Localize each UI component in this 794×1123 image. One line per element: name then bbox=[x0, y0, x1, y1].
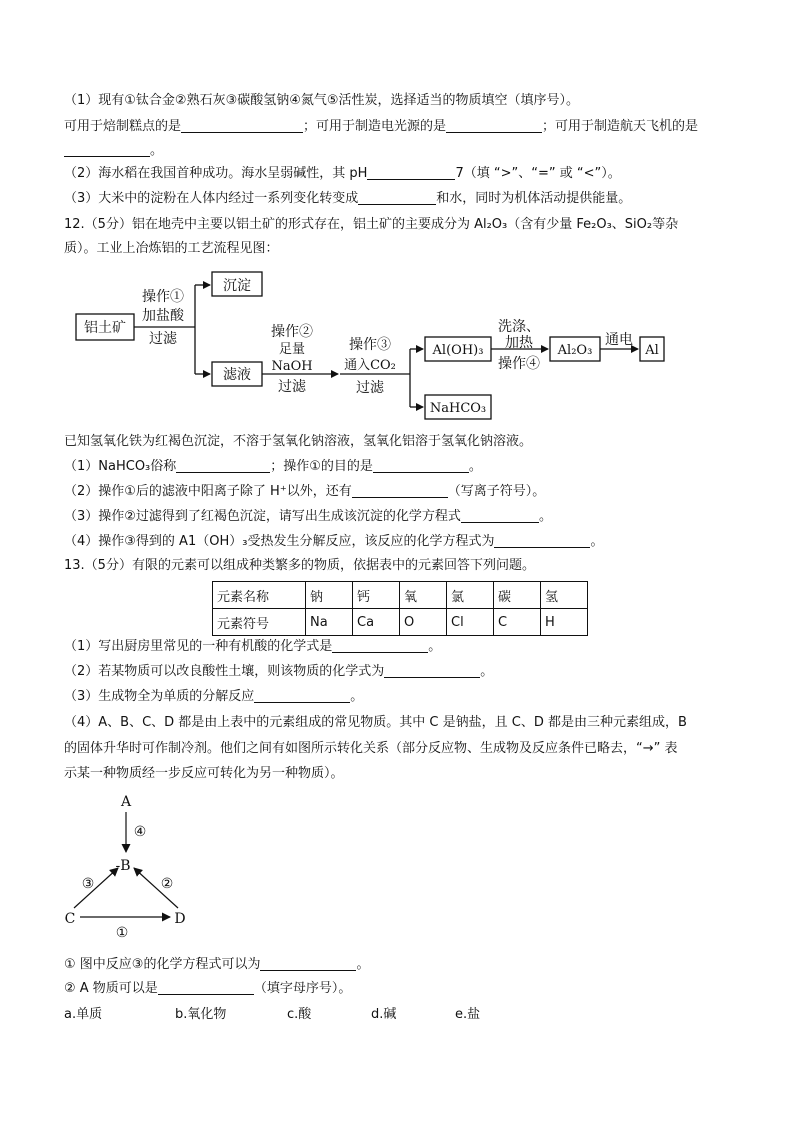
op2-label-1: 操作② bbox=[271, 324, 313, 340]
op4-label-2: 加热 bbox=[505, 335, 533, 351]
q11-part3-text-b: 和水，同时为机体活动提供能量。 bbox=[436, 191, 632, 206]
aloh3-box bbox=[425, 337, 491, 361]
table-cell: 氯 bbox=[447, 582, 494, 609]
op2-label-2: 足量 bbox=[278, 342, 306, 357]
table-cell: 钙 bbox=[353, 582, 400, 609]
q11-part2-text-b: 7（填 “>”、“=” 或 “<”）。 bbox=[455, 166, 621, 181]
q11-blank-light-source[interactable] bbox=[446, 118, 542, 133]
table-cell: Na bbox=[306, 609, 353, 636]
arrow-d-to-b bbox=[134, 868, 178, 908]
aloh3-label: Al(OH)₃ bbox=[432, 343, 484, 358]
q13-blank-organic-acid[interactable] bbox=[332, 638, 428, 653]
table-cell: 元素符号 bbox=[213, 609, 306, 636]
reaction-2-label: ② bbox=[160, 876, 174, 892]
q12-part3-text-b: 。 bbox=[538, 509, 552, 524]
element-name-row bbox=[213, 582, 588, 609]
q11-part1-line3 bbox=[64, 142, 163, 160]
q13-sub2-text-b: （填字母序号）。 bbox=[253, 981, 352, 996]
q11-part2-text-a: （2）海水稻在我国首种成功。海水呈弱碱性，其 pH bbox=[64, 166, 368, 181]
q13-sub1 bbox=[64, 956, 369, 974]
q11-part1-blanks-line bbox=[64, 118, 698, 136]
op1-label-1: 操作① bbox=[142, 289, 184, 305]
option-e: e.盐 bbox=[455, 1007, 481, 1022]
arrow-c-to-b bbox=[74, 868, 118, 908]
q12-part3 bbox=[64, 508, 552, 526]
q11-blank-starch[interactable] bbox=[358, 190, 436, 205]
q13-intro: 13.（5分）有限的元素可以组成种类繁多的物质，依据表中的元素回答下列问题。 bbox=[64, 558, 535, 573]
node-a: A bbox=[120, 794, 132, 810]
q11-blank-spacecraft[interactable] bbox=[64, 142, 150, 157]
q13-sub2 bbox=[64, 980, 351, 998]
q13-part1-text-a: （1）写出厨房里常见的一种有机酸的化学式是 bbox=[64, 639, 333, 654]
table-cell: 钠 bbox=[306, 582, 353, 609]
op3-label-1: 操作③ bbox=[349, 337, 391, 353]
op3-label-3: 过滤 bbox=[356, 380, 384, 396]
q13-part3-text-b: 。 bbox=[350, 689, 364, 704]
q12-part2 bbox=[64, 483, 545, 501]
q11-part2 bbox=[64, 165, 621, 183]
q13-part2 bbox=[64, 663, 493, 681]
table-cell: C bbox=[494, 609, 541, 636]
table-cell: 碳 bbox=[494, 582, 541, 609]
option-a: a.单质 bbox=[64, 1007, 103, 1022]
q13-sub2-text-a: ② A 物质可以是 bbox=[64, 981, 158, 996]
q11-part1-text-b: ；可用于制造电光源的是 bbox=[303, 119, 447, 134]
q11-part3-text-a: （3）大米中的淀粉在人体内经过一系列变化转变成 bbox=[64, 191, 359, 206]
ore-label: 铝土矿 bbox=[84, 320, 126, 336]
al2o3-label: Al₂O₃ bbox=[557, 343, 593, 358]
q12-blank-cations[interactable] bbox=[352, 483, 448, 498]
al2o3-box bbox=[550, 337, 600, 361]
table-cell: Ca bbox=[353, 609, 400, 636]
q11-blank-baking[interactable] bbox=[181, 118, 303, 133]
q12-blank-op1-purpose[interactable] bbox=[373, 458, 469, 473]
q12-blank-common-name[interactable] bbox=[176, 458, 270, 473]
table-cell: Cl bbox=[447, 609, 494, 636]
element-table bbox=[212, 581, 588, 636]
op3-label-2: 通入CO₂ bbox=[344, 358, 396, 373]
option-c: c.酸 bbox=[287, 1007, 312, 1022]
q12-part4 bbox=[64, 533, 603, 551]
precipitate-box bbox=[212, 272, 262, 296]
element-symbol-row bbox=[213, 609, 588, 636]
q12-blank-equation-precipitate[interactable] bbox=[461, 508, 539, 523]
q13-part4-line2: 的固体升华时可作制冷剂。他们之间有如图所示转化关系（部分反应物、生成物及反应条件已略去，“→” 表 bbox=[64, 741, 678, 756]
table-cell: 元素名称 bbox=[213, 582, 306, 609]
q11-part1-text-a: 可用于焙制糕点的是 bbox=[64, 119, 182, 134]
option-b: b.氧化物 bbox=[175, 1007, 227, 1022]
q12-part1-text-c: 。 bbox=[468, 459, 482, 474]
q11-part1-text-c: ；可用于制造航天飞机的是 bbox=[542, 119, 699, 134]
q13-part4-line3: 示某一种物质经一步反应可转化为另一种物质）。 bbox=[64, 766, 344, 781]
q13-blank-decomposition[interactable] bbox=[254, 688, 350, 703]
table-cell: O bbox=[400, 609, 447, 636]
nahco3-label: NaHCO₃ bbox=[429, 401, 487, 416]
q12-part4-text-a: （4）操作③得到的 A1（OH）₃受热发生分解反应，该反应的化学方程式为 bbox=[64, 534, 495, 549]
q13-part1-text-b: 。 bbox=[428, 639, 442, 654]
q11-part3 bbox=[64, 190, 631, 208]
reaction-3-label: ③ bbox=[81, 876, 95, 892]
q12-intro-line2: 质）。工业上冶炼铝的工艺流程见图： bbox=[64, 241, 279, 256]
filtrate-label: 滤液 bbox=[223, 367, 251, 383]
q13-part4-line1: （4）A、B、C、D 都是由上表中的元素组成的常见物质。其中 C 是钠盐，且 C、D 都是由三种元素组成，B bbox=[64, 715, 687, 730]
table-cell: H bbox=[541, 609, 588, 636]
al-label: Al bbox=[645, 343, 659, 358]
table-cell: 氢 bbox=[541, 582, 588, 609]
node-c: C bbox=[64, 911, 76, 927]
q12-part1-text-b: ；操作①的目的是 bbox=[270, 459, 373, 474]
q13-sub1-text-a: ① 图中反应③的化学方程式可以为 bbox=[64, 957, 261, 972]
q13-part2-text-b: 。 bbox=[480, 664, 494, 679]
q12-blank-equation-decompose[interactable] bbox=[494, 533, 590, 548]
reaction-1-label: ① bbox=[115, 925, 129, 941]
q13-part1 bbox=[64, 638, 441, 656]
q12-part1 bbox=[64, 458, 482, 476]
q12-part2-text-a: （2）操作①后的滤液中阳离子除了 H⁺以外，还有 bbox=[64, 484, 352, 499]
op4-label-1: 洗涤、 bbox=[498, 319, 540, 335]
electrolysis-label: 通电 bbox=[605, 332, 633, 348]
q13-blank-substance-a[interactable] bbox=[158, 980, 254, 995]
op2-label-4: 过滤 bbox=[278, 379, 306, 395]
nahco3-box bbox=[425, 395, 491, 419]
op4-label-3: 操作④ bbox=[498, 356, 540, 372]
filtrate-box bbox=[212, 362, 262, 386]
ore-box bbox=[76, 314, 134, 340]
q12-known-info: 已知氢氧化铁为红褐色沉淀，不溶于氢氧化钠溶液，氢氧化铝溶于氢氧化钠溶液。 bbox=[64, 434, 533, 449]
op1-label-3: 过滤 bbox=[149, 331, 177, 347]
q11-blank-ph[interactable] bbox=[367, 165, 455, 180]
q13-blank-reaction3-equation[interactable] bbox=[260, 956, 356, 971]
q13-part3-text-a: （3）生成物全为单质的分解反应 bbox=[64, 689, 255, 704]
q12-part2-text-b: （写离子符号）。 bbox=[447, 484, 546, 499]
q12-part1-text-a: （1）NaHCO₃俗称 bbox=[64, 459, 177, 474]
node-b: -B bbox=[115, 858, 131, 874]
option-d: d.碱 bbox=[371, 1007, 397, 1022]
q12-part4-text-b: 。 bbox=[590, 534, 604, 549]
al-box bbox=[640, 337, 664, 361]
table-cell: 氧 bbox=[400, 582, 447, 609]
q13-part2-text-a: （2）若某物质可以改良酸性土壤，则该物质的化学式为 bbox=[64, 664, 385, 679]
op2-label-3: NaOH bbox=[271, 359, 313, 374]
q13-part3 bbox=[64, 688, 363, 706]
q12-intro-line1: 12.（5分）铝在地壳中主要以铝土矿的形式存在，铝土矿的主要成分为 Al₂O₃（含有少量 Fe₂O₃、SiO₂等杂 bbox=[64, 217, 679, 232]
node-d: D bbox=[174, 911, 186, 927]
q13-blank-soil-improver[interactable] bbox=[384, 663, 480, 678]
q11-part1-end: 。 bbox=[150, 143, 164, 158]
q12-part3-text-a: （3）操作②过滤得到了红褐色沉淀，请写出生成该沉淀的化学方程式 bbox=[64, 509, 461, 524]
op1-label-2: 加盐酸 bbox=[142, 308, 184, 324]
reaction-4-label: ④ bbox=[133, 824, 147, 840]
precipitate-label: 沉淀 bbox=[223, 278, 251, 294]
q11-part1-prompt: （1）现有①钛合金②熟石灰③碳酸氢钠④氮气⑤活性炭，选择适当的物质填空（填序号）。 bbox=[64, 93, 580, 108]
q13-sub1-text-b: 。 bbox=[356, 957, 370, 972]
